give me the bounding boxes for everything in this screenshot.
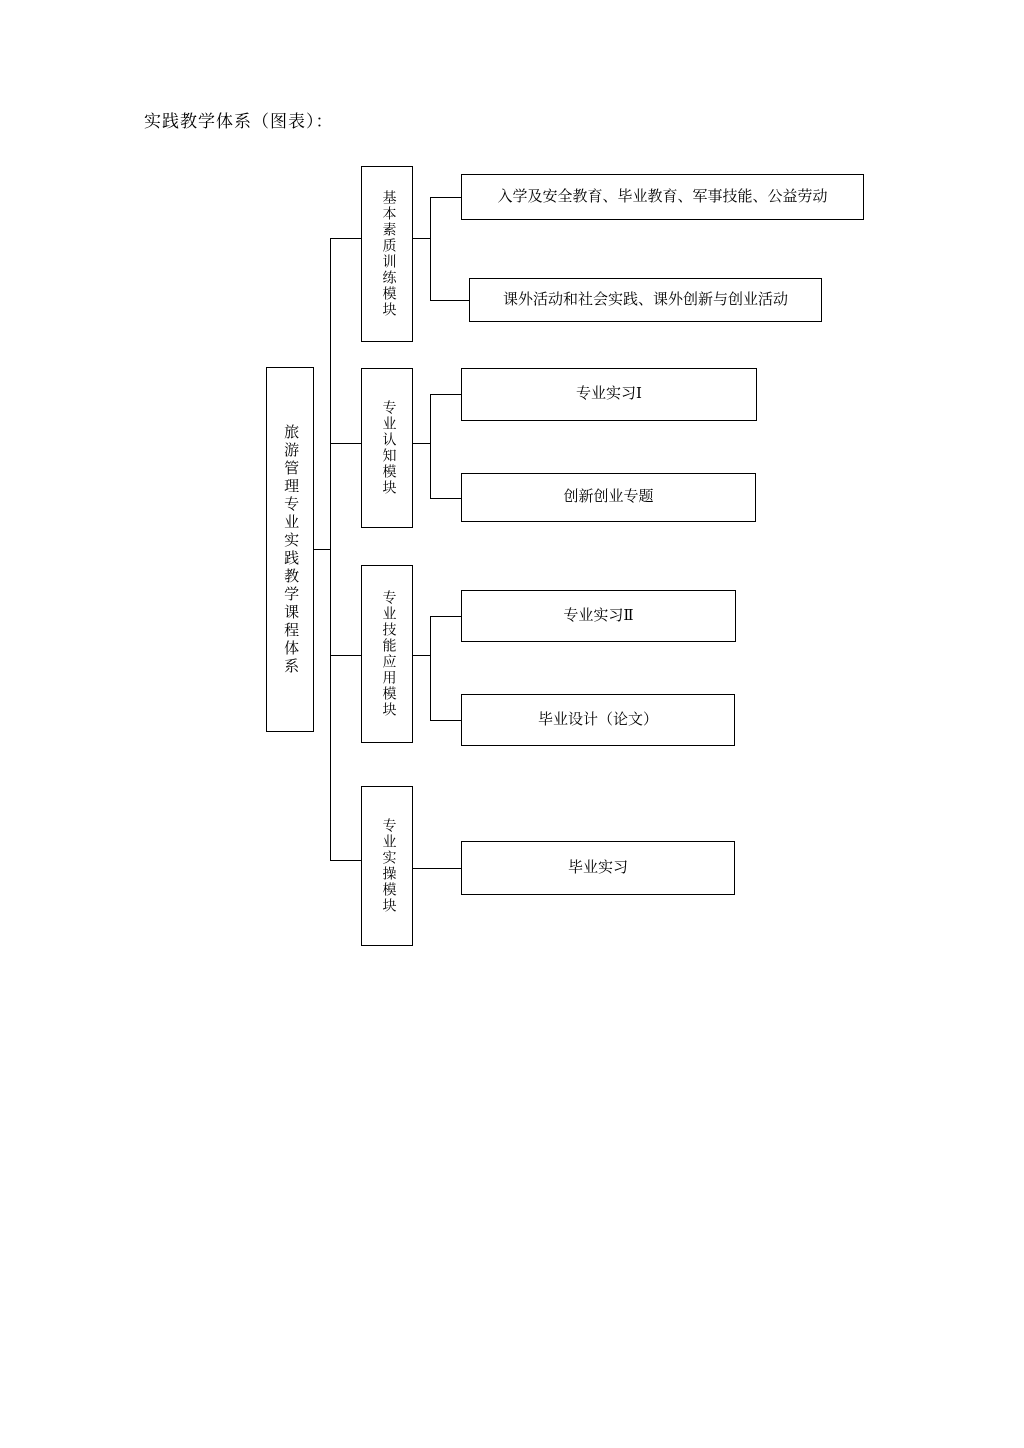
module-node-1: 基本素质训练模块: [361, 166, 413, 342]
connector-root-stub: [314, 549, 330, 550]
module-node-3: 专业技能应用模块: [361, 565, 413, 743]
connector-module-2-stub: [413, 443, 430, 444]
leaf-node-3-2: 毕业设计（论文）: [461, 694, 735, 746]
module-node-4: 专业实操模块: [361, 786, 413, 946]
leaf-node-4-1: 毕业实习: [461, 841, 735, 895]
connector-module-3-to-leaf-1: [430, 616, 461, 617]
connector-module-4-to-leaf-1: [413, 868, 461, 869]
connector-root-to-module-3: [330, 655, 361, 656]
connector-module-2-spine: [430, 394, 431, 498]
connector-module-1-to-leaf-1: [430, 197, 461, 198]
connector-module-3-spine: [430, 616, 431, 720]
connector-root-to-module-2: [330, 443, 361, 444]
connector-module-3-stub: [413, 655, 430, 656]
leaf-node-1-2: 课外活动和社会实践、课外创新与创业活动: [469, 278, 822, 322]
connector-module-2-to-leaf-1: [430, 394, 461, 395]
connector-root-to-module-4: [330, 860, 361, 861]
root-node: 旅游管理专业实践教学课程体系: [266, 367, 314, 732]
connector-module-2-to-leaf-2: [430, 498, 461, 499]
leaf-node-2-2: 创新创业专题: [461, 473, 756, 522]
connector-module-1-stub: [413, 238, 430, 239]
module-node-2: 专业认知模块: [361, 368, 413, 528]
page-title: 实践教学体系（图表）：: [144, 112, 334, 131]
connector-module-1-to-leaf-2: [430, 300, 469, 301]
connector-module-1-spine: [430, 197, 431, 300]
leaf-node-3-1: 专业实习Ⅱ: [461, 590, 736, 642]
connector-root-to-module-1: [330, 238, 361, 239]
leaf-node-2-1: 专业实习Ⅰ: [461, 368, 757, 421]
connector-root-spine: [330, 238, 331, 860]
connector-module-3-to-leaf-2: [430, 720, 461, 721]
leaf-node-1-1: 入学及安全教育、毕业教育、军事技能、公益劳动: [461, 174, 864, 220]
